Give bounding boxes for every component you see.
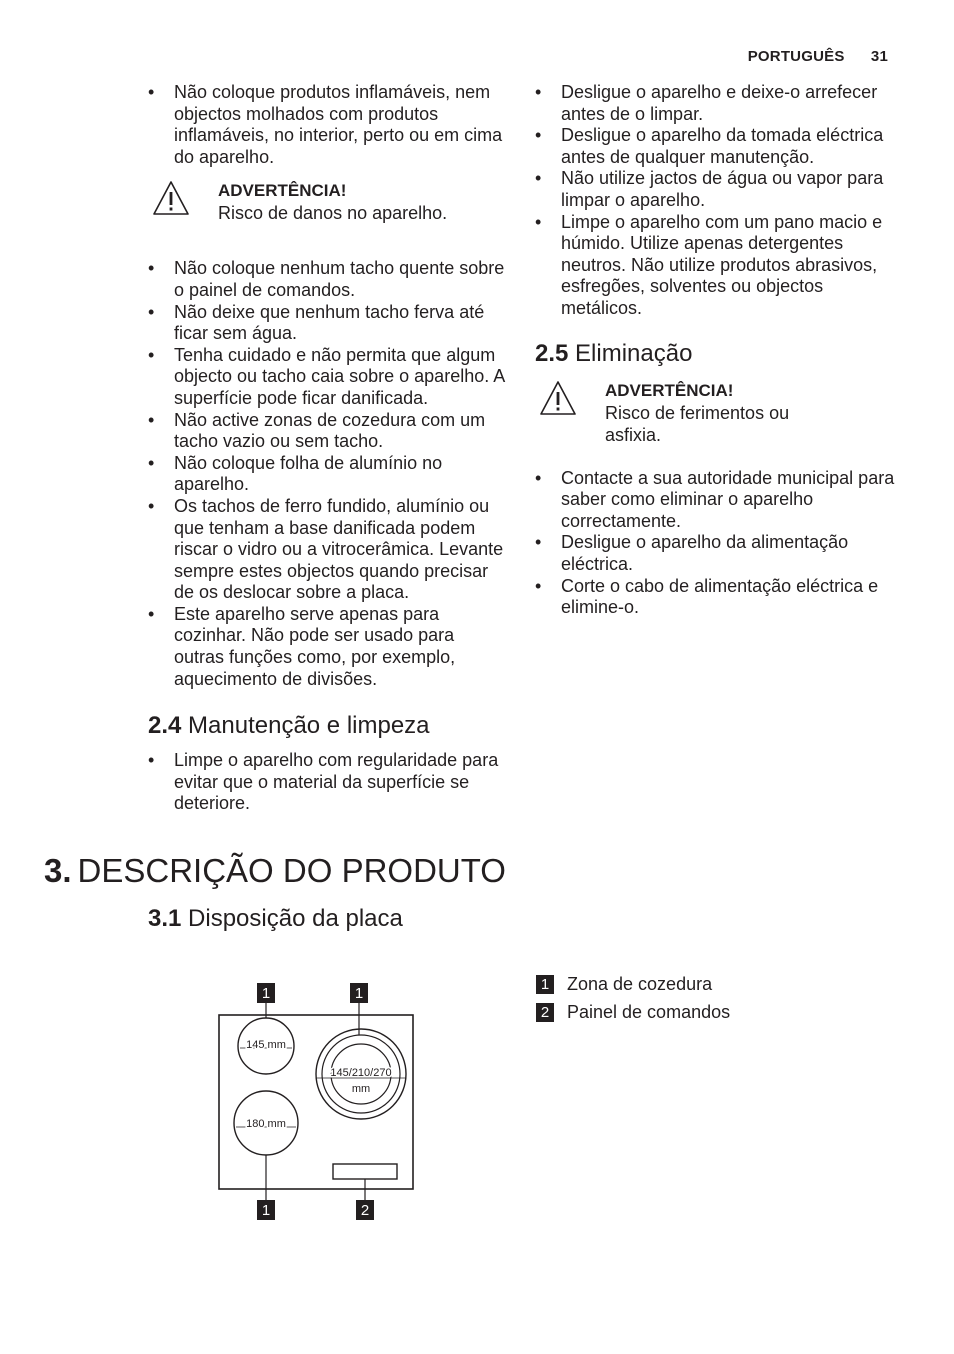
legend-item <box>536 970 730 998</box>
zone-diameter-label: 145 mm <box>246 1039 286 1051</box>
diagram-legend <box>536 970 730 1026</box>
hob-layout-diagram <box>200 975 430 1230</box>
list-item: • Não coloque folha de alumínio no aparelho. <box>148 453 508 496</box>
section-title: Eliminação <box>575 339 693 367</box>
section-number: 3.1 <box>148 905 182 932</box>
list-item: • Desligue o aparelho da tomada eléctrica antes de qualquer manutenção. <box>535 125 895 168</box>
bullet-list <box>535 468 895 619</box>
legend-label: Zona de cozedura <box>567 973 713 994</box>
zone-diameter-label: 145/210/270 <box>330 1067 392 1079</box>
warning-box <box>148 180 508 244</box>
warning-triangle-icon <box>539 380 577 416</box>
right-column <box>535 82 895 619</box>
legend-number: 1 <box>536 975 554 994</box>
callout-number: 1 <box>261 1202 271 1219</box>
bullet-list <box>535 82 895 320</box>
section-heading <box>148 905 403 933</box>
chapter-heading <box>44 852 506 890</box>
list-item: • Contacte a sua autoridade municipal para saber como eliminar o aparelho correctamente. <box>535 468 895 533</box>
bullet-list <box>148 82 508 168</box>
section-number: 2.5 <box>535 339 569 367</box>
warning-text: asfixia. <box>605 424 662 445</box>
warning-box <box>535 380 895 450</box>
chapter-title: DESCRIÇÃO DO PRODUTO <box>77 852 506 889</box>
list-item: • Não deixe que nenhum tacho ferva até ficar sem água. <box>148 302 508 345</box>
list-item: • Desligue o aparelho e deixe-o arrefecer antes de o limpar. <box>535 82 895 125</box>
list-item: • Não coloque nenhum tacho quente sobre o painel de comandos. <box>148 258 508 301</box>
list-item: • Não utilize jactos de água ou vapor para limpar o aparelho. <box>535 168 895 211</box>
section-heading <box>535 340 895 368</box>
bullet-list <box>148 258 508 690</box>
warning-title: ADVERTÊNCIA! <box>218 181 347 201</box>
section-number: 2.4 <box>148 712 182 740</box>
warning-title: ADVERTÊNCIA! <box>605 380 734 400</box>
warning-text: Risco de ferimentos ou <box>605 402 790 423</box>
warning-text: Risco de danos no aparelho. <box>218 203 448 224</box>
list-item: • Não coloque produtos inflamáveis, nem objectos molhados com produtos inflamáveis, no interior, perto ou em cima do aparelho. <box>148 82 508 168</box>
list-item: • Não active zonas de cozedura com um tacho vazio ou sem tacho. <box>148 410 508 453</box>
zone-diameter-unit: mm <box>351 1083 371 1095</box>
section-heading <box>148 712 508 740</box>
callout-number: 2 <box>360 1202 370 1219</box>
warning-triangle-icon <box>152 180 190 216</box>
list-item: • Este aparelho serve apenas para cozinhar. Não pode ser usado para outras funções como, por exemplo, aquecimento de divisões. <box>148 604 508 690</box>
left-column <box>148 82 508 815</box>
chapter-number: 3. <box>44 852 72 889</box>
page-header <box>748 48 888 65</box>
list-item: • Os tachos de ferro fundido, alumínio ou que tenham a base danificada podem riscar o vidro ou a vitrocerâmica. Levante sempre estes objectos quando precisar de os deslocar sobre a placa. <box>148 496 508 604</box>
section-title: Manutenção e limpeza <box>188 712 430 740</box>
bullet-list <box>148 750 508 815</box>
list-item: • Desligue o aparelho da alimentação eléctrica. <box>535 532 895 575</box>
legend-number: 2 <box>536 1003 554 1022</box>
section-title: Disposição da placa <box>188 905 403 932</box>
callout-number: 1 <box>261 985 271 1002</box>
list-item: • Corte o cabo de alimentação eléctrica e elimine-o. <box>535 576 895 619</box>
control-panel <box>333 1164 397 1179</box>
page-number: 31 <box>870 48 888 65</box>
legend-label: Painel de comandos <box>567 1001 731 1022</box>
list-item: • Limpe o aparelho com um pano macio e húmido. Utilize apenas detergentes neutros. Não utilize produtos abrasivos, esfregões, solventes ou objectos metálicos. <box>535 212 895 320</box>
header-language: PORTUGUÊS <box>747 48 845 65</box>
callout-number: 1 <box>354 985 364 1002</box>
list-item: • Tenha cuidado e não permita que algum objecto ou tacho caia sobre o aparelho. A superfície pode ficar danificada. <box>148 345 508 410</box>
legend-item <box>536 998 730 1026</box>
list-item: • Limpe o aparelho com regularidade para evitar que o material da superfície se deteriore. <box>148 750 508 815</box>
zone-diameter-label: 180 mm <box>246 1118 286 1130</box>
